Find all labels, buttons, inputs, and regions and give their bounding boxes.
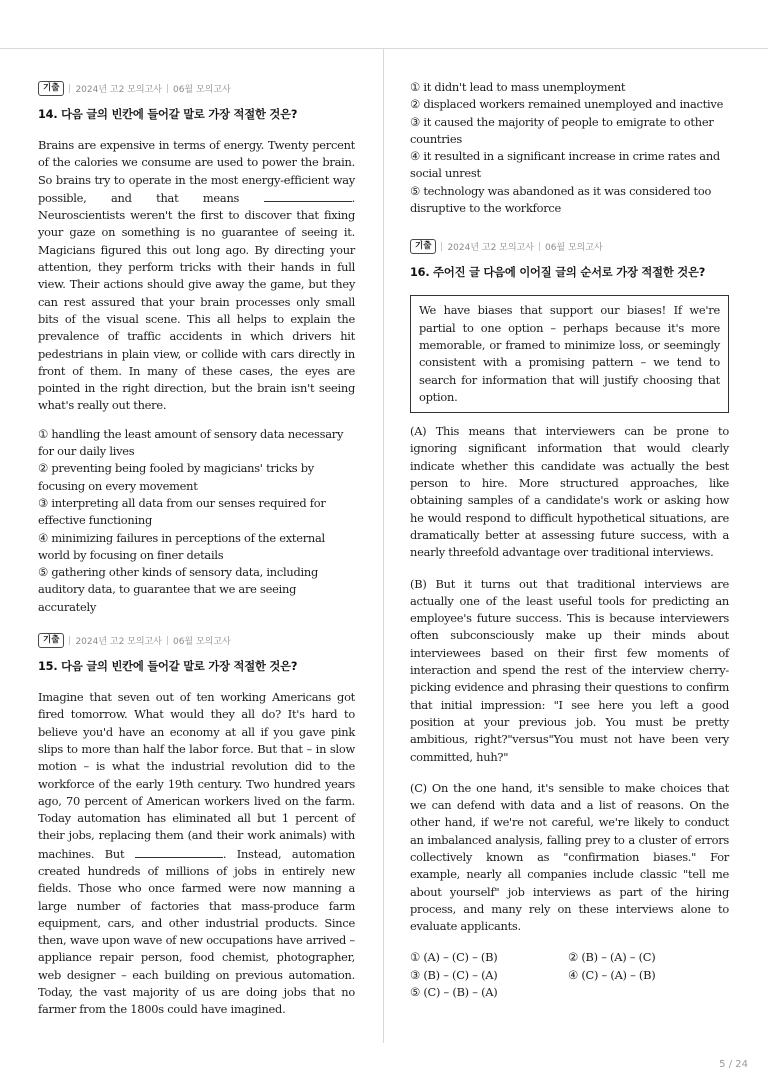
q16-title: 16. 주어진 글 다음에 이어질 글의 순서로 가장 적절한 것은? [410, 266, 706, 280]
paragraph-b: (B) But it turns out that traditional interviews are actually one of the least useful tools for predicting an employee's future success. This is because interviewers often subconsciously make up their minds about interviewees based on their first few moments of interaction and spend the rest of the interview cherry-picking evidence and phrasing their questions to confirm that initial impression: "I see here you left a good position at your previous job. You must be pretty ambitious, right?"versus"You must not have been very committed, huh?" [410, 576, 729, 764]
option[interactable]: ③ it caused the majority of people to emigrate to other countries [410, 114, 714, 146]
q15-source-line [38, 631, 355, 649]
option[interactable]: ① handling the least amount of sensory data necessary for our daily lives [38, 426, 344, 459]
option[interactable]: ① it didn't lead to mass unemployment [410, 80, 626, 94]
option[interactable]: ① (A) – (C) – (B) [410, 950, 498, 965]
q16-options [410, 949, 729, 1001]
option[interactable]: ⑤ (C) – (B) – (A) [410, 985, 498, 1000]
given-text-box [410, 295, 729, 413]
source-month: 06월 모의고사 [172, 84, 231, 95]
option[interactable]: ② (B) – (A) – (C) [568, 950, 656, 965]
past-exam-badge: 기출 [410, 239, 436, 254]
right-column [410, 79, 729, 1001]
source-month: 06월 모의고사 [544, 242, 603, 253]
paragraph-c: (C) On the one hand, it's sensible to make choices that we can defend with data and a list of reasons. On the other hand, if we're not careful, we're likely to conduct an imbalanced analysis, falling prey to a cluster of errors collectively known as "confirmation biases." For example, nearly all companies include classic "tell me about yourself" job interviews as part of the hiring process, and many rely on these interviews alone to evaluate applicants. [410, 780, 729, 934]
q14-passage: Brains are expensive in terms of energy. Twenty percent of the calories we consume are used to power the brain. So brains try to operate in the most energy-efficient way possible, and that means . Neuroscientists weren't the first to discover that fixing your gaze on something is no guarantee of seeing it. Magicians figured this out long ago. By directing your attention, they perform tricks with their hands in full view. Their actions should give away the game, but they can rest assured that your brain processes only small bits of the visual scene. This all helps to explain the prevalence of traffic accidents in which drivers hit pedestrians in plain view, or collide with cars directly in front of them. In many of these cases, the eyes are pointed in the right direction, but the brain isn't seeing what's really out there. [38, 138, 355, 413]
past-exam-badge: 기출 [38, 633, 64, 648]
q15-options [410, 79, 729, 217]
option[interactable]: ③ interpreting all data from our senses required for effective functioning [38, 495, 326, 528]
q14-options [38, 426, 355, 616]
option[interactable]: ④ minimizing failures in perceptions of the external world by focusing on finer details [38, 530, 325, 562]
paragraph-a: (A) This means that interviewers can be prone to ignoring significant information that would clearly indicate whether this candidate was actually the best person to hire. More structured approaches, like obtaining samples of a candidate's work or asking how he would respond to difficult hypothetical situations, are dramatically better at assessing future success, with a nearly threefold advantage over traditional interviews. [410, 424, 729, 560]
q15-passage: Imagine that seven out of ten working Americans got fired tomorrow. What would they all do? It's hard to believe you'd have an economy at all if you gave pink slips to more than half the labor force. But that – in slow motion – is what the industrial revolution did to the workforce of the early 19th century. Two hundred years ago, 70 percent of American workers lived on the farm. Today automation has eliminated all but 1 percent of their jobs, replacing them (and their work animals) with machines. But . Instead, automation created hundreds of millions of jobs in entirely new fields. Those who once farmed were now manning a large number of factories that mass-produce farm equipment, cars, and other industrial products. Since then, wave upon wave of new occupations have arrived – appliance repair person, food chemist, photographer, web designer – each building on previous automation. Today, the vast majority of us are doing jobs that no farmer from the 1800s could have imagined. [38, 690, 355, 1017]
source-year: 2024년 고2 모의고사 [75, 636, 162, 647]
option[interactable]: ⑤ technology was abandoned as it was considered too disruptive to the workforce [410, 183, 712, 216]
option[interactable]: ② displaced workers remained unemployed and inactive [410, 97, 724, 112]
page-number: 5 / 24 [719, 1059, 748, 1070]
question-16 [410, 237, 729, 1001]
q16-source-line [410, 237, 729, 255]
option[interactable]: ③ (B) – (C) – (A) [410, 967, 498, 982]
past-exam-badge: 기출 [38, 81, 64, 96]
answer-blank [264, 189, 352, 202]
q15-title: 15. 다음 글의 빈칸에 들어갈 말로 가장 적절한 것은? [38, 660, 298, 674]
q14-title: 14. 다음 글의 빈칸에 들어갈 말로 가장 적절한 것은? [38, 108, 298, 121]
column-divider [383, 48, 384, 1043]
source-year: 2024년 고2 모의고사 [447, 242, 534, 253]
given-text: We have biases that support our biases! If we're partial to one option – perhaps because it's more memorable, or framed to minimize loss, or seemingly consistent with a promising pattern – we tend to search for information that will justify choosing that option. [419, 303, 720, 404]
left-column [38, 79, 355, 1019]
question-14 [38, 79, 355, 616]
option[interactable]: ④ it resulted in a significant increase in crime rates and social unrest [410, 149, 720, 181]
header-rule [0, 48, 768, 49]
source-month: 06월 모의고사 [172, 636, 231, 647]
option[interactable]: ④ (C) – (A) – (B) [568, 967, 656, 982]
source-year: 2024년 고2 모의고사 [75, 84, 162, 95]
question-15 [38, 631, 355, 1019]
answer-blank [135, 845, 223, 858]
option[interactable]: ② preventing being fooled by magicians' tricks by focusing on every movement [38, 461, 314, 493]
q14-source-line [38, 79, 355, 97]
option[interactable]: ⑤ gathering other kinds of sensory data, including auditory data, to guarantee that we are seeing accurately [38, 565, 319, 614]
